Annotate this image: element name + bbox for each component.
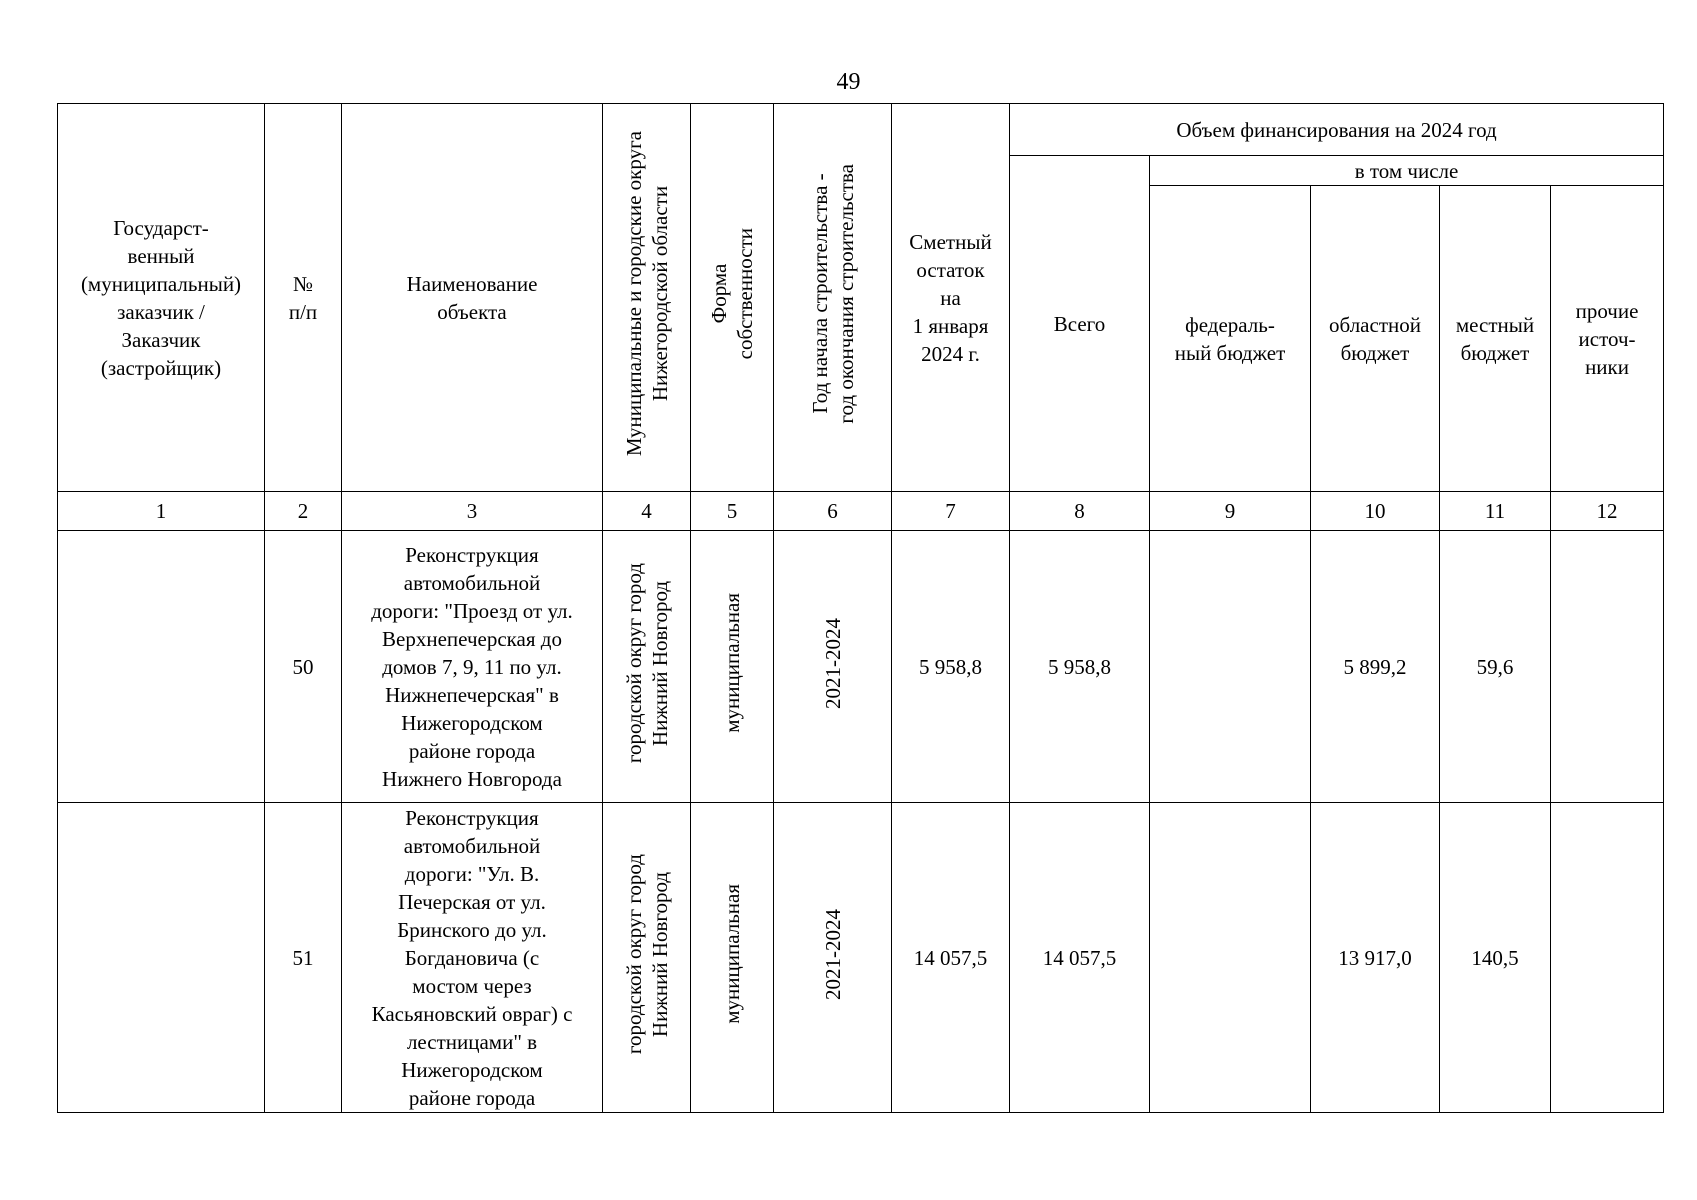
header-estimated-balance-text: Сметный остаток на 1 января 2024 г.: [909, 229, 992, 366]
column-number: 1: [58, 492, 265, 531]
cell-years-text: 2021-2024: [820, 617, 845, 709]
column-number: 5: [691, 492, 774, 531]
cell-estimated-balance: 14 057,5: [892, 803, 1010, 1113]
header-number-text: № п/п: [288, 271, 318, 324]
column-numbers-row: [58, 492, 1664, 531]
column-number: 7: [892, 492, 1010, 531]
header-ownership-form-text: Форма собственности: [707, 228, 757, 360]
column-number: 9: [1150, 492, 1311, 531]
cell-number: 51: [265, 803, 342, 1113]
header-financing-group-text: Объем финансирования на 2024 год: [1176, 117, 1497, 142]
cell-district: [603, 531, 691, 803]
cell-district-text: городской округ город Нижний Новгород: [621, 853, 672, 1055]
header-object-name-text: Наименование объекта: [406, 271, 538, 324]
cell-district-text: городской округ город Нижний Новгород: [621, 562, 672, 764]
column-number: 12: [1551, 492, 1664, 531]
cell-years: [774, 531, 892, 803]
header-total: [1010, 156, 1150, 492]
header-regional-budget-text: областной бюджет: [1329, 312, 1421, 365]
column-number: 3: [342, 492, 603, 531]
cell-ownership-text: муниципальная: [720, 593, 744, 733]
header-estimated-balance: [892, 104, 1010, 492]
cell-federal: [1150, 531, 1311, 803]
header-construction-years-text: Год начала строительства - год окончания строительства: [807, 164, 858, 424]
cell-total: 14 057,5: [1010, 803, 1150, 1113]
cell-object-name: [342, 531, 603, 803]
page-number: 49: [836, 69, 861, 95]
cell-object-name: [342, 803, 603, 1113]
header-customer-text: Государст- венный (муниципальный) заказчик / Заказчик (застройщик): [80, 215, 242, 380]
header-row: [58, 104, 1664, 156]
header-municipal-districts: [603, 104, 691, 492]
header-regional-budget: [1311, 186, 1440, 492]
financing-table: [57, 103, 1664, 1113]
column-number: 2: [265, 492, 342, 531]
header-local-budget: [1440, 186, 1551, 492]
header-including-text: в том числе: [1354, 158, 1459, 183]
header-total-text: Всего: [1053, 311, 1106, 336]
cell-total: 5 958,8: [1010, 531, 1150, 803]
table-row: [58, 531, 1664, 803]
header-other-sources-text: прочие источ- ники: [1575, 298, 1639, 379]
cell-ownership: [691, 531, 774, 803]
header-including: [1150, 156, 1664, 186]
cell-local: 140,5: [1440, 803, 1551, 1113]
column-number: 11: [1440, 492, 1551, 531]
header-construction-years: [774, 104, 892, 492]
header-ownership-form: [691, 104, 774, 492]
header-object-name: [342, 104, 603, 492]
cell-ownership-text: муниципальная: [720, 884, 744, 1024]
cell-estimated-balance: 5 958,8: [892, 531, 1010, 803]
cell-object-name-text: Реконструкция автомобильной дороги: "Проезд от ул. Верхнепечерская до домов 7, 9, 11 по ул. Нижнепечерская" в Нижегородском районе города Нижнего Новгорода: [371, 542, 573, 791]
cell-federal: [1150, 803, 1311, 1113]
cell-customer: [58, 803, 265, 1113]
header-other-sources: [1551, 186, 1664, 492]
cell-district: [603, 803, 691, 1113]
header-municipal-districts-text: Муниципальные и городские округа Нижегородской области: [621, 131, 672, 457]
cell-object-name-text: Реконструкция автомобильной дороги: "Ул. В. Печерская от ул. Бринского до ул. Богдановича (с мостом через Касьяновский овраг) с лестницами" в Нижегородском районе города: [371, 805, 573, 1110]
cell-regional: 13 917,0: [1311, 803, 1440, 1113]
header-number: [265, 104, 342, 492]
header-federal-budget-text: федераль- ный бюджет: [1174, 312, 1286, 365]
column-number: 4: [603, 492, 691, 531]
column-number: 8: [1010, 492, 1150, 531]
cell-years: [774, 803, 892, 1113]
column-number: 6: [774, 492, 892, 531]
cell-customer: [58, 531, 265, 803]
cell-number: 50: [265, 531, 342, 803]
header-financing-group: [1010, 104, 1664, 156]
column-number: 10: [1311, 492, 1440, 531]
table-row: [58, 803, 1664, 1113]
header-federal-budget: [1150, 186, 1311, 492]
header-local-budget-text: местный бюджет: [1455, 312, 1535, 365]
cell-regional: 5 899,2: [1311, 531, 1440, 803]
cell-local: 59,6: [1440, 531, 1551, 803]
cell-other: [1551, 803, 1664, 1113]
cell-years-text: 2021-2024: [820, 908, 845, 1000]
cell-other: [1551, 531, 1664, 803]
header-customer: [58, 104, 265, 492]
cell-ownership: [691, 803, 774, 1113]
